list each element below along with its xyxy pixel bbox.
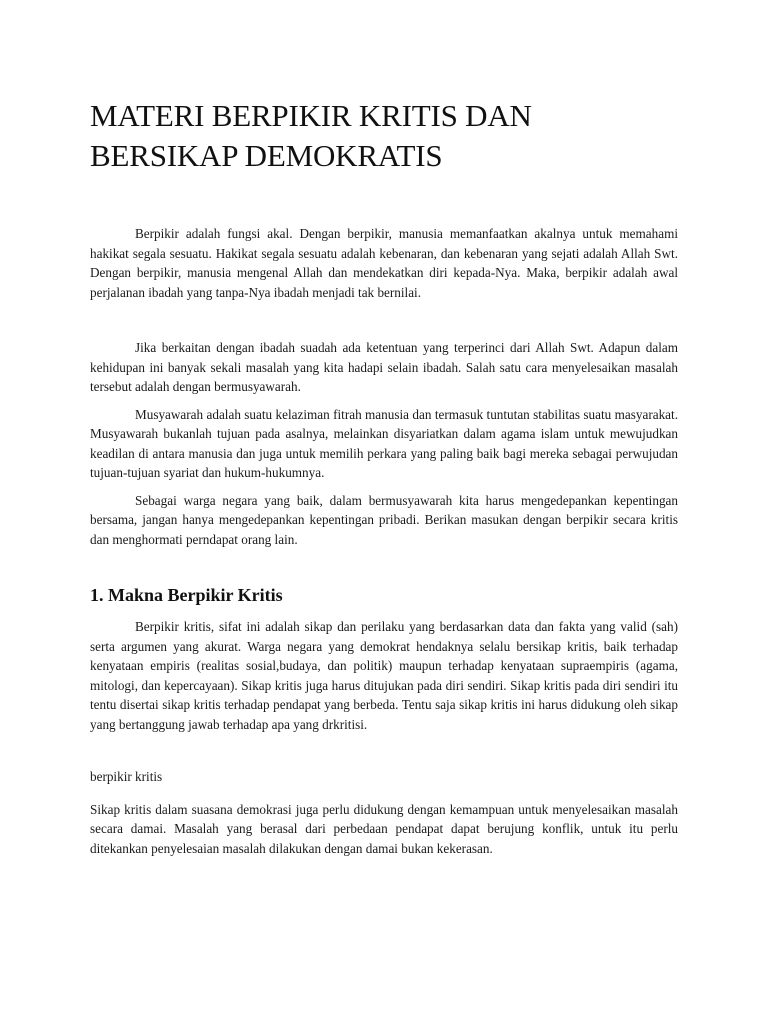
paragraph-berpikir: Berpikir adalah fungsi akal. Dengan berpikir, manusia memanfaatkan akalnya untuk memahami hakikat segala sesuatu. Hakikat segala sesuatu adalah kebenaran, dan kebenaran yang sejati adalah Allah Swt. Dengan berpikir, manusia mengenal Allah dan mendekatkan diri kepada-Nya. Maka, berpikir adalah awal perjalanan ibadah yang tanpa-Nya ibadah menjadi tak bernilai. [90, 226, 678, 300]
paragraph-musyawarah: Musyawarah adalah suatu kelaziman fitrah manusia dan termasuk tuntutan stabilitas suatu masyarakat. Musyawarah bukanlah tujuan pada asalnya, melainkan disyariatkan dalam agama islam untuk mewujudkan keadilan di antara manusia dan juga untuk memilih perkara yang paling baik bagi mereka sebagai perwujudan tujuan-tujuan syariat dan hukum-hukumnya. [90, 406, 678, 480]
document-title [90, 96, 678, 176]
paragraph-ibadah: Jika berkaitan dengan ibadah suadah ada ketentuan yang terperinci dari Allah Swt. Adapun dalam kehidupan ini banyak sekali masalah yang kita hadapi selain ibadah. Salah satu cara menyelesaikan masalah tersebut adalah dengan bermusyawarah. [90, 340, 678, 394]
paragraph-warga-negara: Sebagai warga negara yang baik, dalam bermusyawarah kita harus mengedepankan kepentingan bersama, jangan hanya mengedepankan kepentingan pribadi. Berikan masukan dengan berpikir secara kritis dan menghormati perndapat orang lain. [90, 492, 678, 547]
paragraph-makna-berpikir-kritis: Berpikir kritis, sifat ini adalah sikap dan perilaku yang berdasarkan data dan fakta yang valid (sah) serta argumen yang akurat. Warga negara yang demokrat hendaknya selalu bersikap kritis, baik terhadap kenyataan empiris (realitas sosial,budaya, dan politik) maupun terhadap kenyataan supraempiris (agama, mitologi, dan kepercayaan). Sikap kritis juga harus ditujukan pada diri sendiri. Sikap kritis pada diri sendiri itu tentu disertai sikap kritis terhadap pendapat yang berbeda. Tentu saja sikap kritis ini harus didukung oleh sikap yang bertanggung jawab terhadap apa yang drkritisi. [90, 619, 678, 732]
section-heading-makna-berpikir-kritis: 1. Makna Berpikir Kritis [90, 585, 283, 605]
title-line-2: BERSIKAP DEMOKRATIS [90, 138, 443, 173]
title-line-1: MATERI BERPIKIR KRITIS DAN [90, 98, 532, 133]
label-berpikir-kritis: berpikir kritis [90, 769, 163, 784]
paragraph-sikap-kritis: Sikap kritis dalam suasana demokrasi juga perlu didukung dengan kemampuan untuk menyelesaikan masalah secara damai. Masalah yang berasal dari perbedaan pendapat dapat berujung konflik, untuk itu perlu ditekankan penyelesaian masalah dilakukan dengan damai bukan kekerasan. [90, 801, 678, 856]
